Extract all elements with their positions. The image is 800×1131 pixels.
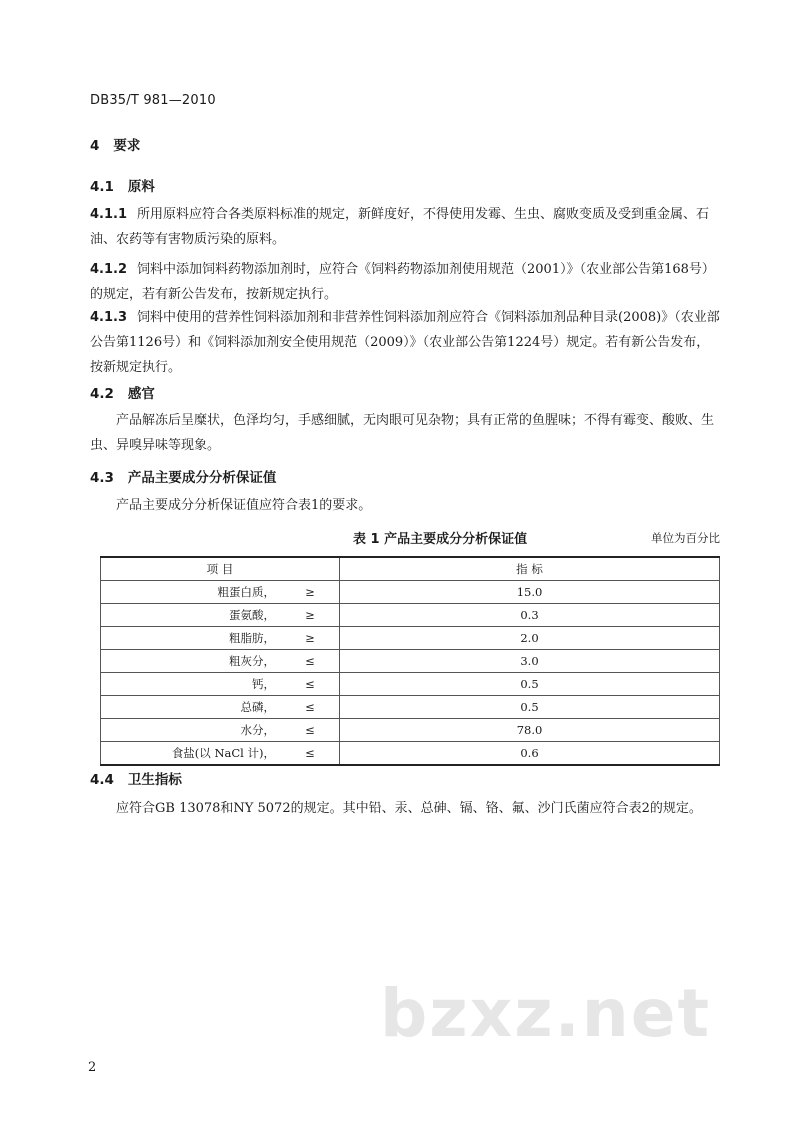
comparison-operator: ≥ (281, 627, 340, 650)
table-row (101, 581, 720, 604)
table-row (101, 650, 720, 673)
item-name: 总磷， (101, 696, 282, 719)
item-value: 0.3 (340, 604, 720, 627)
item-name: 粗脂肪， (101, 627, 282, 650)
composition-paragraph: 产品主要成分分析保证值应符合表1的要求。 (116, 498, 372, 513)
section-4-2-heading (90, 382, 155, 402)
item-value: 2.0 (340, 627, 720, 650)
comparison-operator: ≤ (281, 719, 340, 742)
clause-4-1-1 (90, 202, 722, 252)
comparison-operator: ≤ (281, 742, 340, 766)
sensory-paragraph: 产品解冻后呈糜状，色泽均匀，手感细腻，无肉眼可见杂物；具有正常的鱼腥味；不得有霉变、酸败、生虫、异嗅异味等现象。 (90, 413, 715, 453)
section-title: 卫生指标 (127, 772, 182, 788)
hygiene-paragraph: 应符合GB 13078和NY 5072的规定。其中铅、汞、总砷、镉、铬、氟、沙门氏菌应符合表2的规定。 (116, 801, 702, 816)
header-item: 项 目 (101, 557, 340, 581)
section-title: 感官 (127, 386, 155, 402)
clause-4-1-3 (90, 305, 722, 380)
section-number: 4.1 (90, 179, 114, 195)
item-value: 15.0 (340, 581, 720, 604)
comparison-operator: ≥ (281, 604, 340, 627)
item-value: 78.0 (340, 719, 720, 742)
section-title: 产品主要成分分析保证值 (127, 470, 277, 486)
clause-4-1-2 (90, 257, 722, 307)
header-value: 指 标 (340, 557, 720, 581)
table-row (101, 696, 720, 719)
table-unit: 单位为百分比 (651, 531, 720, 545)
table-row (101, 719, 720, 742)
item-name: 食盐(以 NaCl 计)， (101, 742, 282, 766)
comparison-operator: ≤ (281, 650, 340, 673)
composition-table (100, 556, 720, 766)
clause-number: 4.1.3 (90, 310, 128, 325)
table-header-row (101, 557, 720, 581)
table-row (101, 742, 720, 766)
section-number: 4.4 (90, 772, 114, 788)
item-name: 水分， (101, 719, 282, 742)
clause-text: 饲料中使用的营养性饲料添加剂和非营养性饲料添加剂应符合《饲料添加剂品种目录(2008)》（农业部公告第1126号）和《饲料添加剂安全使用规范（2009）》（农业部公告第1224号）规定。若有新公告发布，按新规定执行。 (90, 310, 720, 375)
item-name: 钙， (101, 673, 282, 696)
section-4-1-heading (90, 175, 155, 195)
item-name: 粗蛋白质， (101, 581, 282, 604)
comparison-operator: ≥ (281, 581, 340, 604)
comparison-operator: ≤ (281, 696, 340, 719)
comparison-operator: ≤ (281, 673, 340, 696)
item-name: 粗灰分， (101, 650, 282, 673)
section-title: 要求 (113, 138, 141, 154)
section-number: 4 (90, 138, 100, 154)
item-value: 0.5 (340, 696, 720, 719)
site-watermark: bzxz.net (380, 975, 712, 1052)
table-caption: 表 1 产品主要成分分析保证值 (353, 532, 528, 547)
clause-number: 4.1.1 (90, 207, 128, 222)
standard-code-header: DB35/T 981—2010 (90, 93, 216, 108)
section-number: 4.2 (90, 386, 114, 402)
table-row (101, 604, 720, 627)
section-title: 原料 (127, 179, 155, 195)
section-4-4-heading (90, 768, 182, 788)
clause-number: 4.1.2 (90, 262, 128, 277)
section-4-heading (90, 134, 140, 154)
item-value: 3.0 (340, 650, 720, 673)
item-value: 0.6 (340, 742, 720, 766)
section-number: 4.3 (90, 470, 114, 486)
table-row (101, 673, 720, 696)
item-name: 蛋氨酸， (101, 604, 282, 627)
clause-text: 所用原料应符合各类原料标准的规定，新鲜度好，不得使用发霉、生虫、腐败变质及受到重金属、石油、农药等有害物质污染的原料。 (90, 207, 710, 247)
table-row (101, 627, 720, 650)
section-4-3-heading (90, 466, 276, 486)
item-value: 0.5 (340, 673, 720, 696)
page-number: 2 (88, 1060, 97, 1075)
clause-text: 饲料中添加饲料药物添加剂时，应符合《饲料药物添加剂使用规范（2001）》（农业部公告第168号）的规定，若有新公告发布，按新规定执行。 (90, 262, 715, 302)
